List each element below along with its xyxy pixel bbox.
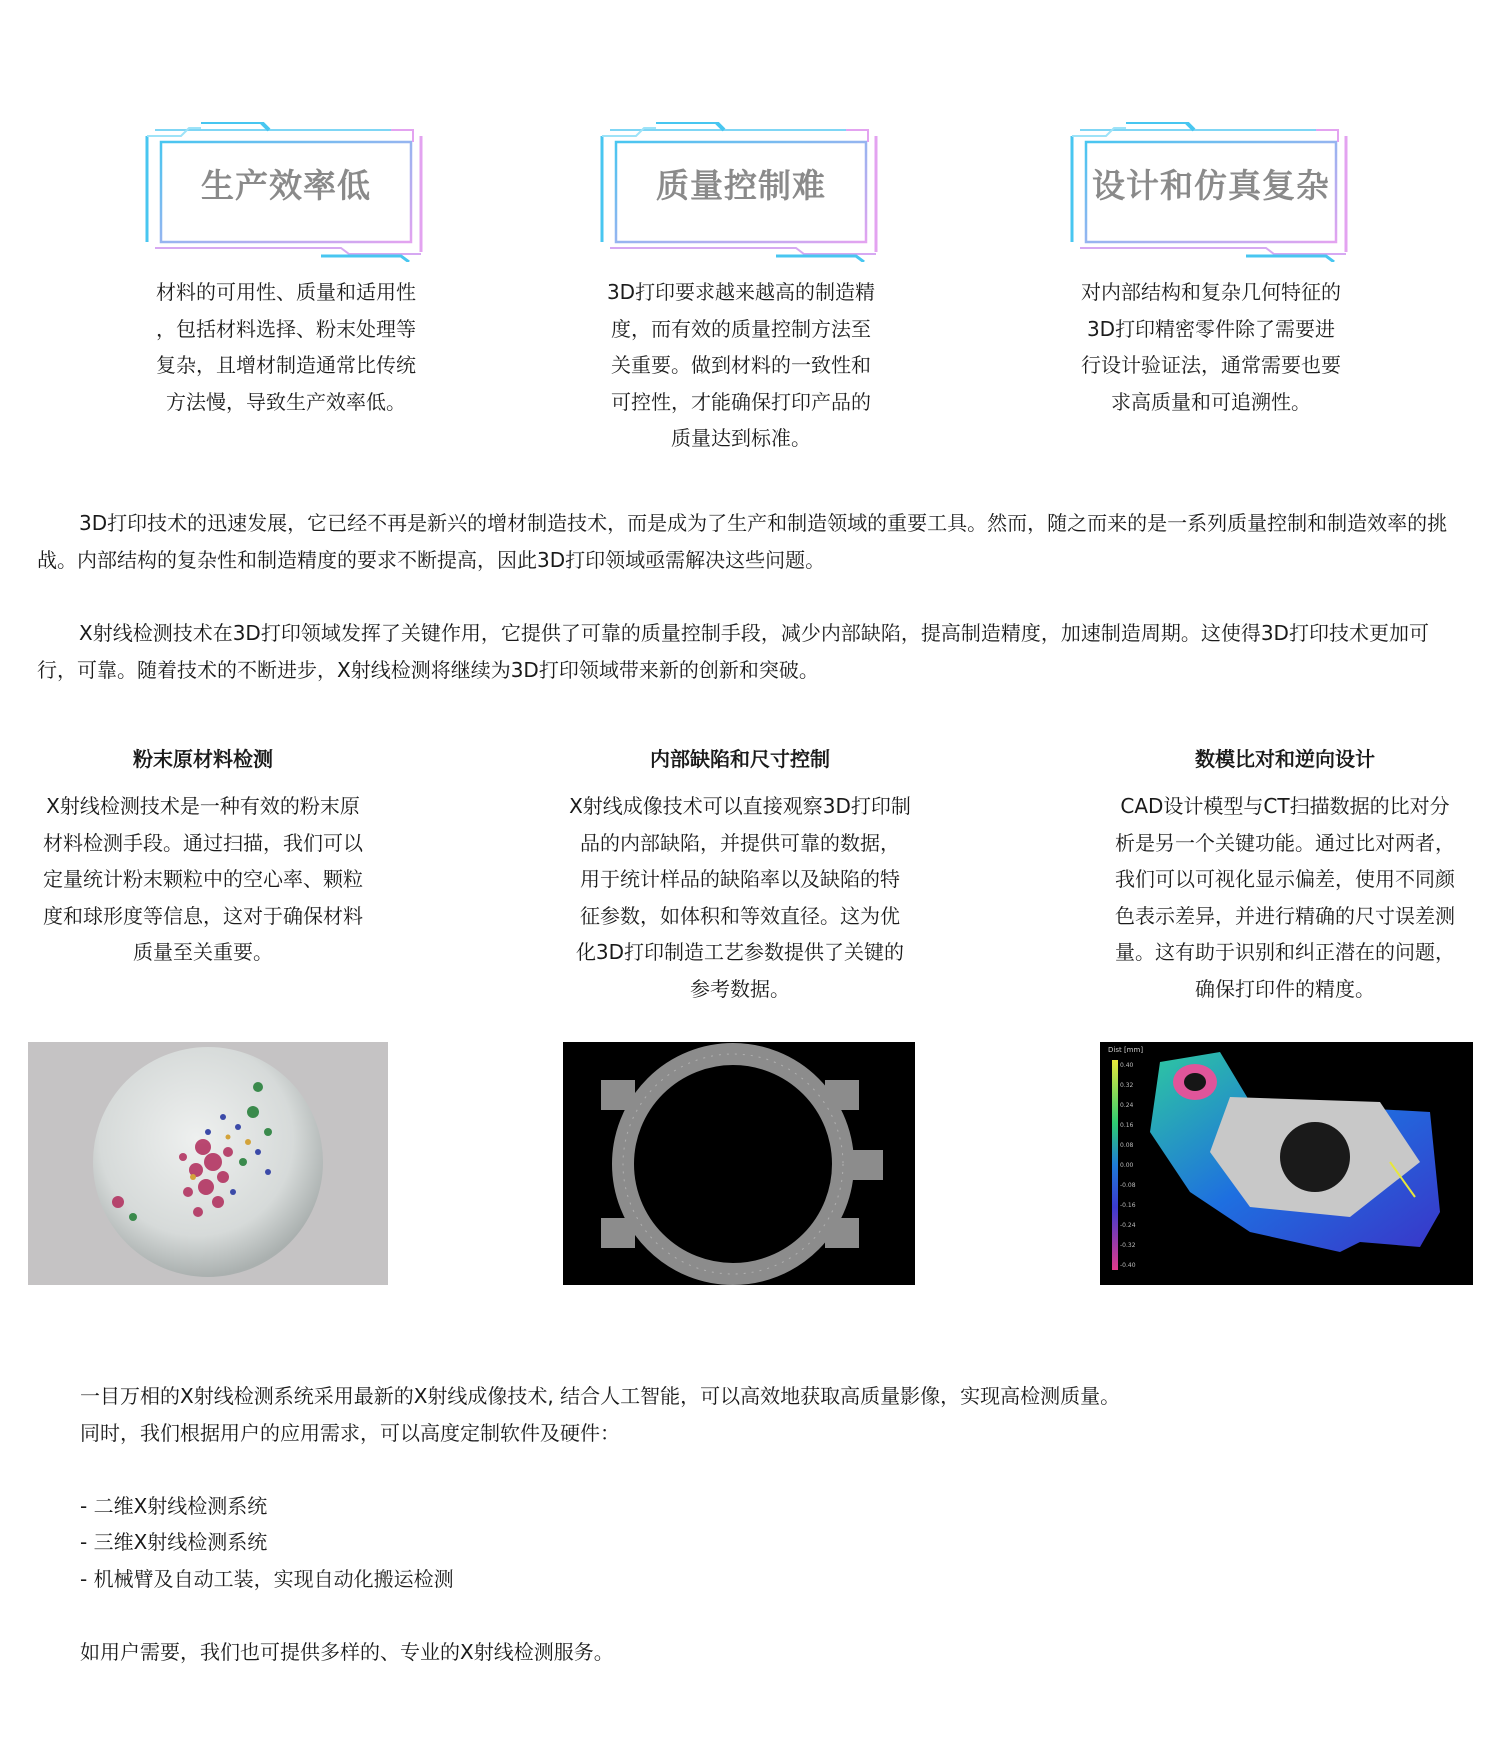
feature-description bbox=[1100, 788, 1470, 1007]
feature-powder-inspection bbox=[28, 744, 378, 971]
overview-line-1: 一目万相的X射线检测系统采用最新的X射线成像技术, 结合人工智能，可以高效地获取高质量影像，实现高检测质量。 bbox=[80, 1384, 1121, 1408]
desc-line: 复杂，且增材制造通常比传统 bbox=[156, 353, 416, 377]
feature-model-comparison bbox=[1100, 744, 1470, 1007]
desc-line: 我们可以可视化显示偏差，使用不同颜 bbox=[1115, 867, 1455, 891]
desc-line: 对内部结构和复杂几何特征的 bbox=[1081, 280, 1341, 304]
desc-line: 析是另一个关键功能。通过比对两者， bbox=[1115, 830, 1455, 855]
system-overview bbox=[80, 1378, 1440, 1670]
desc-line: 3D打印精密零件除了需要进 bbox=[1086, 316, 1336, 341]
challenge-card-3 bbox=[1066, 122, 1356, 420]
desc-line: 确保打印件的精度。 bbox=[1195, 976, 1375, 1001]
desc-line: CAD设计模型与CT扫描数据的比对分 bbox=[1120, 794, 1450, 818]
colorbar-tick: -0.40 bbox=[1120, 1262, 1136, 1269]
ring-part-ct-image bbox=[563, 1042, 915, 1285]
desc-line: 关重要。做到材料的一致性和 bbox=[611, 353, 871, 377]
card-description bbox=[596, 274, 886, 457]
deviation-color-map-image bbox=[1100, 1042, 1473, 1285]
desc-line: 品的内部缺陷，并提供可靠的数据， bbox=[580, 830, 900, 855]
desc-line: 行设计验证法，通常需要也要 bbox=[1081, 353, 1341, 377]
card-title: 质量控制难 bbox=[656, 166, 826, 205]
overview-line-2: 同时，我们根据用户的应用需求，可以高度定制软件及硬件： bbox=[80, 1420, 620, 1445]
colorbar-label: Dist [mm] bbox=[1108, 1046, 1144, 1054]
desc-line: 材料的可用性、质量和适用性 bbox=[156, 280, 416, 304]
desc-line: 征参数，如体积和等效直径。这为优 bbox=[580, 903, 900, 928]
colorbar-tick: -0.32 bbox=[1120, 1242, 1136, 1249]
colorbar-ticks bbox=[1120, 1056, 1136, 1276]
feature-defect-dimension-control bbox=[555, 744, 925, 1007]
colorbar-tick: 0.24 bbox=[1120, 1102, 1134, 1109]
card-title: 设计和仿真复杂 bbox=[1092, 166, 1330, 205]
card-frame bbox=[596, 122, 886, 262]
colorbar-tick: 0.00 bbox=[1120, 1162, 1134, 1169]
desc-line: 求高质量和可追溯性。 bbox=[1111, 389, 1311, 414]
card-description bbox=[141, 274, 431, 420]
challenge-card-2 bbox=[596, 122, 886, 457]
colorbar-tick: 0.32 bbox=[1120, 1082, 1134, 1089]
desc-line: 度，而有效的质量控制方法至 bbox=[611, 316, 871, 341]
desc-line: 材料检测手段。通过扫描，我们可以 bbox=[43, 830, 363, 855]
desc-line: 方法慢，导致生产效率低。 bbox=[166, 389, 406, 414]
desc-line: 化3D打印制造工艺参数提供了关键的 bbox=[575, 940, 905, 964]
system-list-item: - 机械臂及自动工装，实现自动化搬运检测 bbox=[80, 1566, 454, 1591]
feature-title: 内部缺陷和尺寸控制 bbox=[650, 747, 830, 771]
system-list-item: - 三维X射线检测系统 bbox=[80, 1530, 268, 1554]
card-description bbox=[1066, 274, 1356, 420]
feature-title: 粉末原材料检测 bbox=[133, 747, 273, 771]
colorbar-tick: 0.08 bbox=[1120, 1142, 1134, 1149]
colorbar-tick: -0.24 bbox=[1120, 1222, 1136, 1229]
challenge-card-1 bbox=[141, 122, 431, 420]
powder-particle-ct-image bbox=[28, 1042, 388, 1285]
desc-line: 质量至关重要。 bbox=[133, 940, 273, 964]
card-title: 生产效率低 bbox=[201, 166, 371, 205]
desc-line: X射线检测技术是一种有效的粉末原 bbox=[46, 794, 360, 818]
desc-line: 质量达到标准。 bbox=[671, 426, 811, 450]
card-frame bbox=[141, 122, 431, 262]
intro-paragraph-1: 3D打印技术的迅速发展，它已经不再是新兴的增材制造技术，而是成为了生产和制造领域的重要工具。然而，随之而来的是一系列质量控制和制造效率的挑战。内部结构的复杂性和制造精度的要求不断提高，因此3D打印领域亟需解决这些问题。 bbox=[37, 511, 1448, 572]
desc-line: ，包括材料选择、粉末处理等 bbox=[156, 316, 416, 341]
desc-line: 可控性，才能确保打印产品的 bbox=[611, 389, 871, 414]
colorbar-tick: -0.08 bbox=[1120, 1182, 1136, 1189]
card-frame bbox=[1066, 122, 1356, 262]
desc-line: 用于统计样品的缺陷率以及缺陷的特 bbox=[580, 867, 900, 891]
desc-line: 参考数据。 bbox=[690, 976, 790, 1001]
colorbar-tick: -0.16 bbox=[1120, 1202, 1136, 1209]
desc-line: 3D打印要求越来越高的制造精 bbox=[606, 280, 876, 304]
colorbar-tick: 0.40 bbox=[1120, 1062, 1134, 1069]
feature-description bbox=[555, 788, 925, 1007]
desc-line: 量。这有助于识别和纠正潜在的问题， bbox=[1115, 940, 1455, 964]
desc-line: 色表示差异，并进行精确的尺寸误差测 bbox=[1115, 903, 1455, 928]
desc-line: X射线成像技术可以直接观察3D打印制 bbox=[569, 794, 911, 818]
system-list-item: - 二维X射线检测系统 bbox=[80, 1493, 268, 1518]
feature-description bbox=[28, 788, 378, 971]
intro-paragraph-2: X射线检测技术在3D打印领域发挥了关键作用，它提供了可靠的质量控制手段，减少内部缺陷，提高制造精度，加速制造周期。这使得3D打印技术更加可行，可靠。随着技术的不断进步，X射线检测将继续为3D打印领域带来新的创新和突破。 bbox=[37, 621, 1429, 682]
closing-line: 如用户需要，我们也可提供多样的、专业的X射线检测服务。 bbox=[80, 1639, 614, 1664]
desc-line: 定量统计粉末颗粒中的空心率、颗粒 bbox=[43, 867, 363, 891]
desc-line: 度和球形度等信息，这对于确保材料 bbox=[43, 903, 363, 928]
feature-title: 数模比对和逆向设计 bbox=[1195, 747, 1375, 771]
colorbar-tick: 0.16 bbox=[1120, 1122, 1134, 1129]
